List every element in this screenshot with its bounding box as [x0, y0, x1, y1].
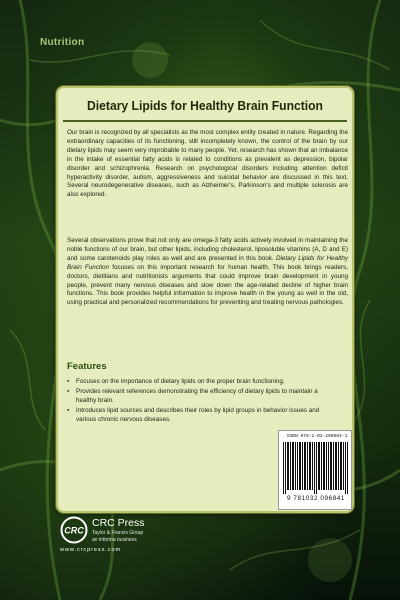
paragraph-2-text-end: focuses on this important research for human health. This book brings readers, doctors, dietitians and nutritionists arguments that could improve brain development in young people, prevent many nervous diseases and slow down the age-related decline of higher brain functions. This book provides helpful information to improve health in the young as well in the old, using practical and personalized recommendations for preventing and treating nervous pathologies. — [67, 263, 348, 307]
paragraph-2-book-title: Dietary Lipids for Healthy Brain Function — [67, 254, 348, 271]
bullet-icon: ▪ — [67, 387, 70, 395]
publisher-group: Taylor & Francis Group — [92, 530, 144, 536]
feature-item — [67, 378, 337, 387]
bullet-icon: ▪ — [67, 406, 70, 414]
logo-text: CRC — [64, 525, 84, 536]
publisher-name: CRC Press — [92, 517, 145, 529]
title-divider — [63, 120, 347, 122]
category-label: Nutrition — [40, 37, 85, 48]
publisher-block — [60, 516, 190, 564]
crc-press-logo-icon — [60, 516, 88, 544]
barcode — [278, 430, 352, 510]
feature-item — [67, 388, 337, 406]
book-title: Dietary Lipids for Healthy Brain Function — [87, 98, 323, 113]
feature-text: Focuses on the importance of dietary lipids on the proper brain functioning. — [76, 378, 285, 385]
feature-text: Provides relevant references demonstrating the efficiency of dietary lipids to maintain a healthy brain. — [76, 387, 318, 404]
description-panel — [56, 86, 354, 513]
barcode-digits: 9 781032 096841 — [286, 495, 346, 502]
bullet-icon: ▪ — [67, 378, 70, 385]
barcode-bars-icon — [283, 442, 349, 494]
feature-item — [67, 407, 337, 425]
paragraph-2-text-start: Several observations prove that not only are omega-3 fatty acids actively involved in maintaining the noble functions of our brain, but other lipids, including cholesterol, liposoluble vitamins (A, D and E) and some carotenoids play roles as well and are presented in this book. — [67, 237, 348, 262]
description-paragraph-1: Our brain is recognized by all specialists as the most complex entity created in nature. Regarding the extraordinary capacities of its functioning, still incompletely known, the control of the brain by our dietary lipids may seem very improbable to many people. Yet, research has shown that an imbalance in the intake of essential fatty acids is related to conditions as prevalent as depression, bipolar disorder and schizophrenia. Research on psychological disorders including attention deficit hyperactivity disorder, autism, aggressiveness and suicidal behavior are discussed in this text. Several neurodegenerative diseases, such as Alzheimer's, Parkinson's and multiple sclerosis are also explored. — [67, 129, 348, 199]
publisher-url[interactable]: www.crcpress.com — [60, 547, 122, 553]
description-paragraph-2 — [67, 237, 348, 308]
publisher-business: an informa business — [92, 537, 137, 543]
features-heading: Features — [67, 361, 107, 372]
isbn-label: ISBN 978-1-03-209684-1 — [286, 434, 348, 439]
feature-text: Introduces lipid sources and describes their roles by lipid groups in behavior issues and various chronic nervous diseases. — [76, 406, 320, 423]
features-list — [67, 378, 337, 426]
